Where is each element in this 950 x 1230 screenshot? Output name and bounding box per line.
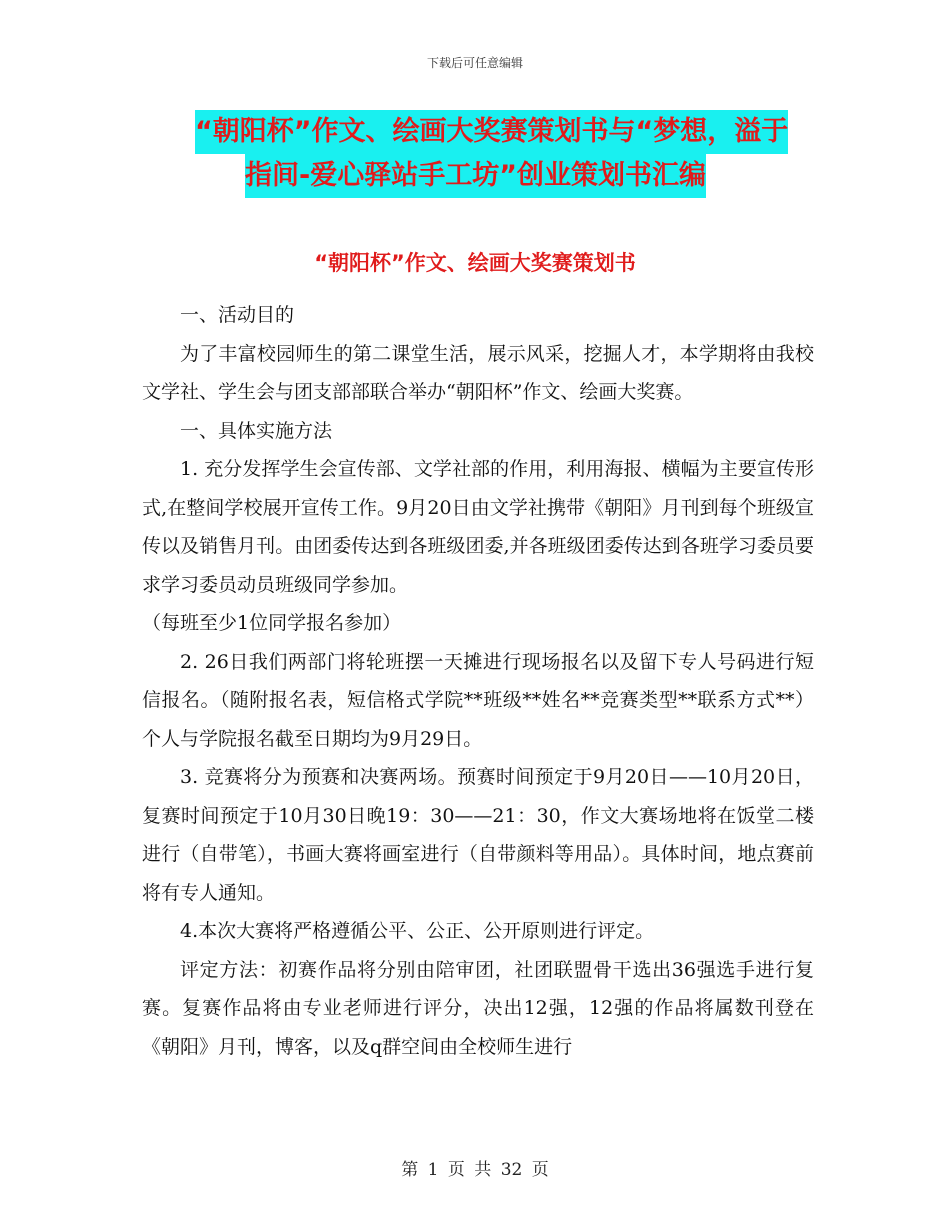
paragraph-item-4: 4.本次大赛将严格遵循公平、公正、公开原则进行评定。 <box>180 920 655 942</box>
paragraph-item-1: 1. 充分发挥学生会宣传部、文学社部的作用，利用海报、横幅为主要宣传形式,在整间学校展开宣传工作。9月20日由文学社携带《朝阳》月刊到每个班级宣传以及销售月刊。由团委传达到各班级团委,并各班级团委传达到各班学习委员要求学习委员动员班级同学参加。 <box>142 458 814 596</box>
heading-methods: 一、具体实施方法 <box>180 419 333 442</box>
document-title-line-1: “朝阳杯”作文、绘画大奖赛策划书与“梦想，溢于 <box>195 110 788 154</box>
document-body <box>142 296 814 1066</box>
paragraph-item-2: 2. 26日我们两部门将轮班摆一天摊进行现场报名以及留下专人号码进行短信报名。（随附报名表，短信格式学院**班级**姓名**竞赛类型**联系方式**）个人与学院报名截至日期均为9月29日。 <box>142 650 814 750</box>
document-title <box>195 110 810 198</box>
document-title-line-2: 指间-爱心驿站手工坊”创业策划书汇编 <box>245 154 706 198</box>
paragraph-evaluation: 评定方法：初赛作品将分别由陪审团，社团联盟骨干选出36强选手进行复赛。复赛作品将由专业老师进行评分，决出12强，12强的作品将属数刊登在《朝阳》月刊，博客，以及q群空间由全校师生进行 <box>142 958 814 1058</box>
paragraph-item-3: 3. 竞赛将分为预赛和决赛两场。预赛时间预定于9月20日——10月20日，复赛时间预定于10月30日晚19：30——21：30，作文大赛场地将在饭堂二楼进行（自带笔），书画大赛将画室进行（自带颜料等用品）。具体时间，地点赛前将有专人通知。 <box>142 766 814 904</box>
paragraph-purpose: 为了丰富校园师生的第二课堂生活，展示风采，挖掘人才，本学期将由我校文学社、学生会与团支部部联合举办“朝阳杯”作文、绘画大奖赛。 <box>142 342 814 403</box>
paragraph-item-1-note: （每班至少1位同学报名参加） <box>142 612 402 634</box>
page-number: 第 1 页 共 32 页 <box>401 1160 549 1180</box>
heading-purpose: 一、活动目的 <box>180 304 295 326</box>
section-title: “朝阳杯”作文、绘画大奖赛策划书 <box>314 251 636 275</box>
header-note: 下载后可任意编辑 <box>426 56 523 70</box>
